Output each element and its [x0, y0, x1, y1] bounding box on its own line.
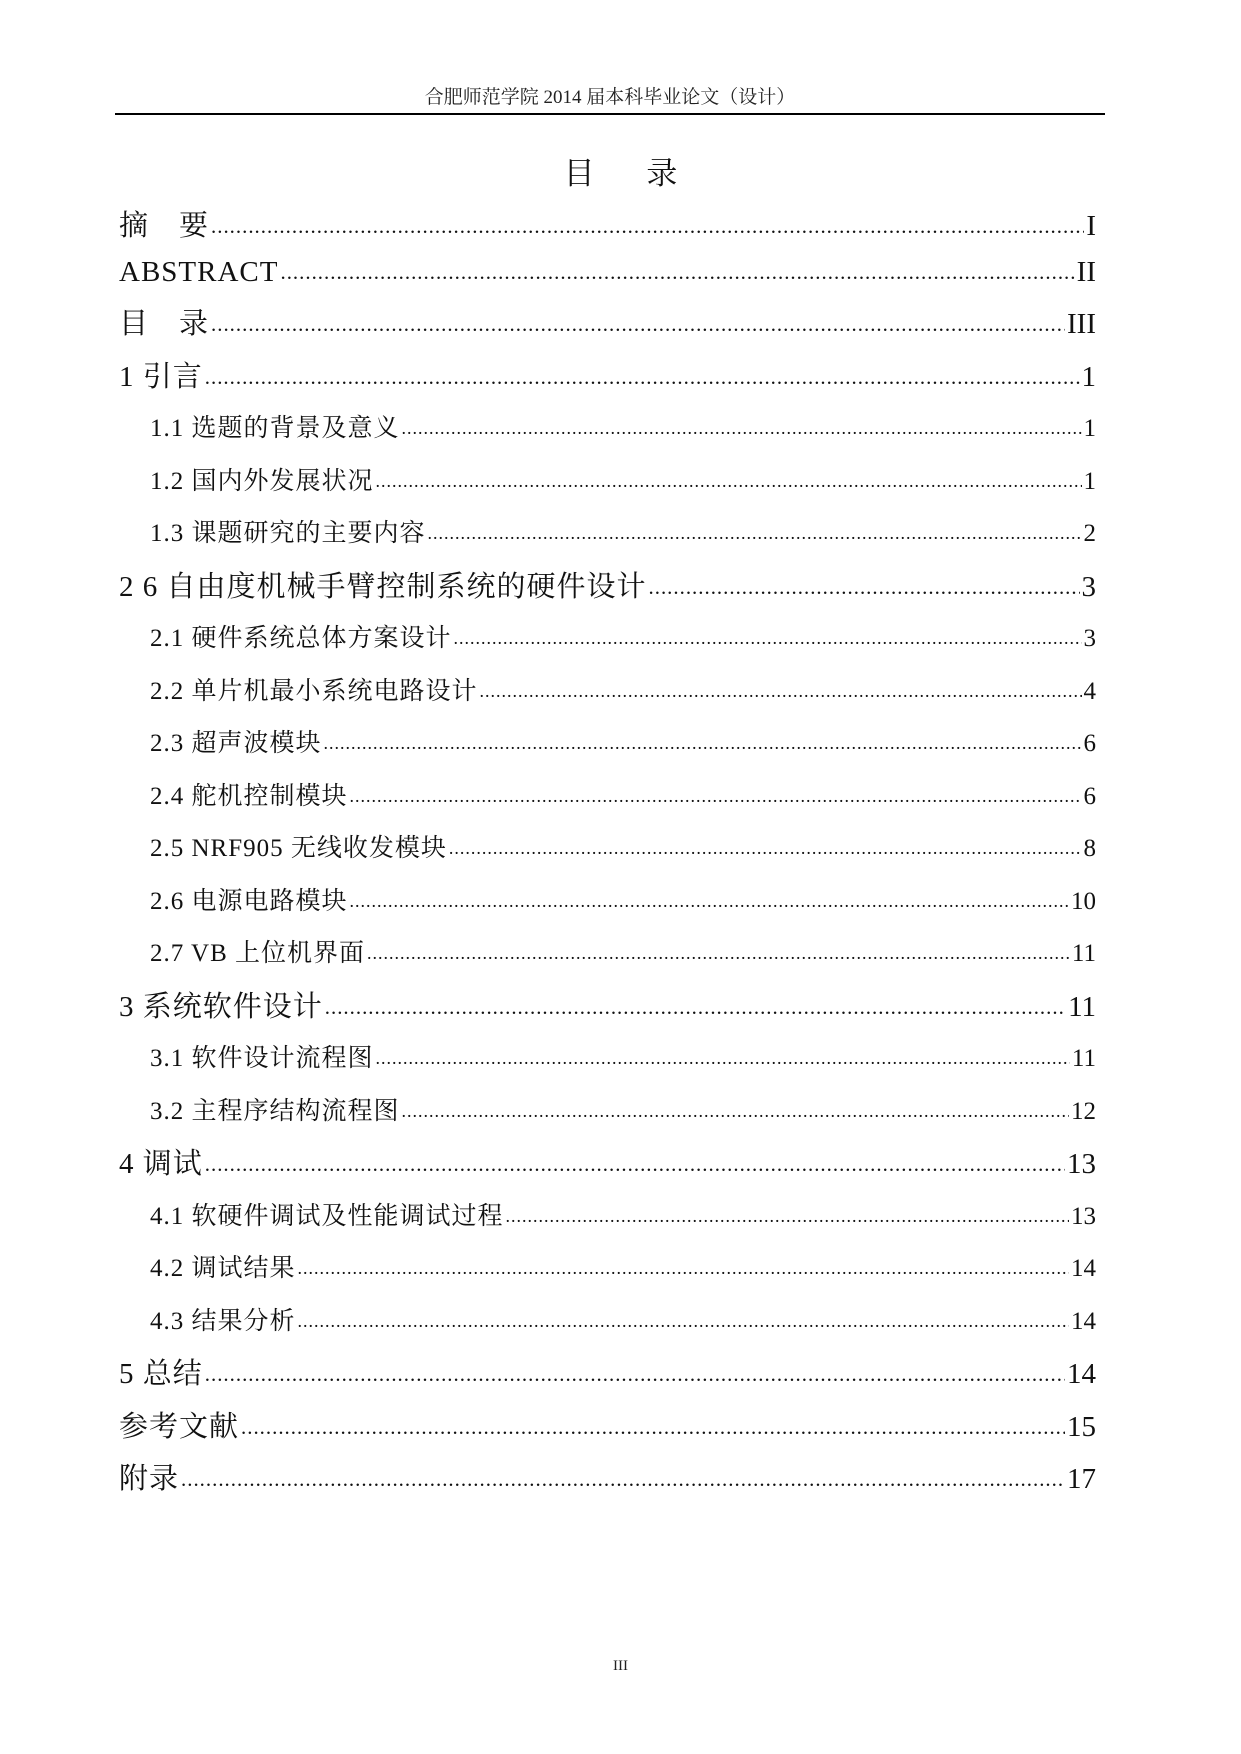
- toc-entry-label: 2.5 NRF905 无线收发模块: [150, 835, 447, 862]
- dot-leader: [211, 204, 1084, 246]
- toc-entry[interactable]: [150, 409, 1096, 449]
- toc-entry[interactable]: [150, 777, 1096, 817]
- toc-entry-page: 4: [1083, 678, 1096, 705]
- toc-entry-label: 附录: [119, 1463, 180, 1495]
- dot-leader: [402, 1090, 1069, 1131]
- toc-entry[interactable]: [150, 1302, 1096, 1342]
- dot-leader: [181, 1457, 1065, 1499]
- toc-entry-page: 10: [1071, 888, 1096, 915]
- toc-entry-page: 14: [1067, 1358, 1096, 1390]
- dot-leader: [205, 1142, 1065, 1184]
- toc-entry-page: 2: [1083, 520, 1096, 547]
- dot-leader: [205, 1352, 1065, 1394]
- toc-entry-page: 17: [1067, 1463, 1096, 1495]
- dot-leader: [649, 565, 1080, 607]
- dot-leader: [376, 1037, 1070, 1078]
- toc-entry-label: 4.3 结果分析: [150, 1308, 296, 1335]
- dot-leader: [324, 722, 1082, 763]
- toc-entry-page: 11: [1068, 991, 1096, 1023]
- toc-entry[interactable]: [150, 724, 1096, 764]
- toc-entry-label: ABSTRACT: [119, 256, 279, 288]
- toc-entry-label: 1.1 选题的背景及意义: [150, 415, 400, 442]
- toc-entry-label: 2 6 自由度机械手臂控制系统的硬件设计: [119, 571, 647, 603]
- dot-leader: [205, 355, 1080, 397]
- toc-entry-page: 11: [1071, 940, 1096, 967]
- dot-leader: [449, 827, 1082, 868]
- toc-entry[interactable]: [150, 672, 1096, 712]
- toc-entry[interactable]: [119, 357, 1096, 397]
- dot-leader: [428, 512, 1082, 553]
- toc-entry-label: 2.3 超声波模块: [150, 730, 322, 757]
- toc-entry-label: 1.3 课题研究的主要内容: [150, 520, 426, 547]
- toc-entry-label: 4.2 调试结果: [150, 1255, 296, 1282]
- toc-entry[interactable]: [150, 462, 1096, 502]
- toc-entry[interactable]: [119, 304, 1096, 344]
- toc-entry-page: 6: [1083, 783, 1096, 810]
- footer-page-number: III: [613, 1658, 628, 1674]
- toc-entry-label: 目 录: [119, 308, 210, 340]
- toc-entry-page: 14: [1071, 1308, 1096, 1335]
- toc-entry-label: 3.2 主程序结构流程图: [150, 1098, 400, 1125]
- toc-entry-page: 13: [1067, 1148, 1096, 1180]
- toc-entry-page: 6: [1083, 730, 1096, 757]
- toc-entry-page: 3: [1081, 571, 1096, 603]
- toc-entry-page: III: [1067, 308, 1096, 340]
- toc-entry[interactable]: [119, 1459, 1096, 1499]
- dot-leader: [350, 880, 1069, 921]
- toc-entry-page: 14: [1071, 1255, 1096, 1282]
- toc-entry-page: 1: [1083, 468, 1096, 495]
- toc-entry-label: 3 系统软件设计: [119, 991, 323, 1023]
- toc-entry-label: 4.1 软硬件调试及性能调试过程: [150, 1203, 504, 1230]
- toc-entry[interactable]: [150, 829, 1096, 869]
- toc-entry[interactable]: [150, 1039, 1096, 1079]
- toc-entry-page: II: [1076, 256, 1096, 288]
- toc-entry-label: 参考文献: [119, 1411, 240, 1443]
- dot-leader: [367, 932, 1070, 973]
- toc-entry-page: 8: [1083, 835, 1096, 862]
- toc-entry-page: 3: [1083, 625, 1096, 652]
- dot-leader: [211, 302, 1065, 344]
- toc-entry[interactable]: [119, 987, 1096, 1027]
- toc-entry-label: 3.1 软件设计流程图: [150, 1045, 374, 1072]
- toc-title: 目 录: [563, 156, 700, 191]
- toc-entry-page: 15: [1067, 1411, 1096, 1443]
- toc-entry[interactable]: [119, 1144, 1096, 1184]
- running-header: 合肥师范学院 2014 届本科毕业论文（设计）: [424, 87, 796, 108]
- toc-entry-label: 5 总结: [119, 1358, 203, 1390]
- toc-entry-label: 2.7 VB 上位机界面: [150, 940, 366, 967]
- dot-leader: [325, 985, 1066, 1027]
- toc-entry-page: 11: [1071, 1045, 1096, 1072]
- dot-leader: [376, 460, 1082, 501]
- dot-leader: [454, 617, 1082, 658]
- toc-entry-label: 2.2 单片机最小系统电路设计: [150, 678, 478, 705]
- dot-leader: [298, 1300, 1069, 1341]
- toc-entry[interactable]: [150, 619, 1096, 659]
- dot-leader: [350, 775, 1082, 816]
- toc-entry[interactable]: [119, 206, 1096, 246]
- toc-entry[interactable]: [150, 934, 1096, 974]
- toc-entry-label: 2.6 电源电路模块: [150, 888, 348, 915]
- toc-entry-page: 12: [1071, 1098, 1096, 1125]
- toc-entry-label: 2.4 舵机控制模块: [150, 783, 348, 810]
- toc-entry-page: I: [1086, 210, 1096, 242]
- toc-entry-page: 1: [1083, 415, 1096, 442]
- toc-entry[interactable]: [119, 567, 1096, 607]
- dot-leader: [402, 407, 1082, 448]
- toc-entry-label: 2.1 硬件系统总体方案设计: [150, 625, 452, 652]
- toc-entry[interactable]: [150, 882, 1096, 922]
- dot-leader: [480, 670, 1082, 711]
- dot-leader: [506, 1195, 1069, 1236]
- toc-entry[interactable]: [150, 1197, 1096, 1237]
- toc-entry[interactable]: [119, 252, 1096, 292]
- header-rule: [115, 113, 1105, 115]
- toc-entry-label: 摘 要: [119, 210, 210, 242]
- toc-entry[interactable]: [119, 1407, 1096, 1447]
- toc-entry-label: 1 引言: [119, 361, 203, 393]
- toc-entry[interactable]: [150, 1249, 1096, 1289]
- dot-leader: [280, 250, 1074, 292]
- toc-entry-label: 4 调试: [119, 1148, 203, 1180]
- toc-entry[interactable]: [119, 1354, 1096, 1394]
- toc-entry-page: 1: [1081, 361, 1096, 393]
- dot-leader: [298, 1247, 1069, 1288]
- toc-entry[interactable]: [150, 514, 1096, 554]
- toc-entry[interactable]: [150, 1092, 1096, 1132]
- toc-entry-label: 1.2 国内外发展状况: [150, 468, 374, 495]
- dot-leader: [241, 1405, 1065, 1447]
- toc-entry-page: 13: [1071, 1203, 1096, 1230]
